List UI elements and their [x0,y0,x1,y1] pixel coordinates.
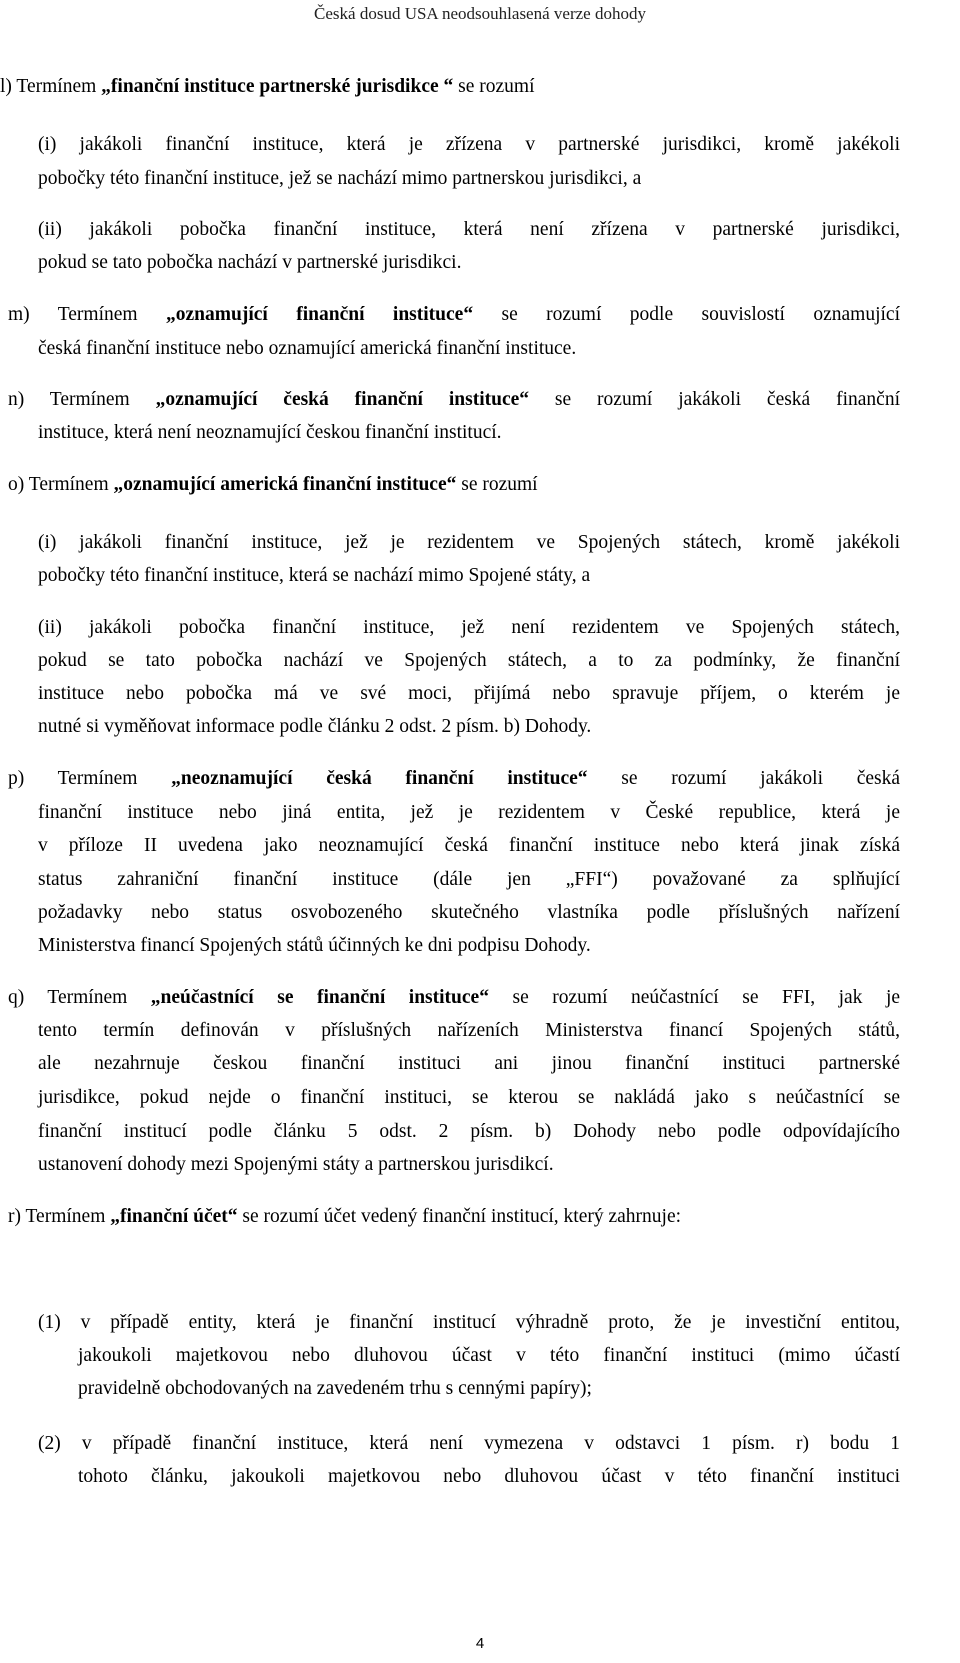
definition-q-cont: ale nezahrnuje českou finanční instituci ani jinou finanční instituci partnerské [38,1053,900,1074]
definition-p-cont: Ministerstva financí Spojených států účinných ke dni podpisu Dohody. [38,935,591,956]
definition-l-item-ii-cont: pokud se tato pobočka nachází v partnerské jurisdikci. [38,252,462,273]
definition-q-cont: ustanovení dohody mezi Spojenými státy a partnerskou jurisdikcí. [38,1154,554,1175]
running-header: Česká dosud USA neodsouhlasená verze dohody [314,4,646,23]
definition-r-point-2: (2) v případě finanční instituce, která není vymezena v odstavci 1 písm. r) bodu 1 [38,1433,900,1454]
definition-l-item-i-cont: pobočky této finanční instituce, jež se nachází mimo partnerskou jurisdikci, a [38,168,642,189]
definition-o-item-i-cont: pobočky této finanční instituce, která se nachází mimo Spojené státy, a [38,565,591,586]
definition-o-item-ii-cont: nutné si vyměňovat informace podle článku 2 odst. 2 písm. b) Dohody. [38,716,592,737]
definition-r-term-line: r) Termínem „finanční účet“ se rozumí účet vedený finanční institucí, který zahrnuje: [8,1206,682,1227]
definition-n-term-line: n) Termínem „oznamující česká finanční instituce“ se rozumí jakákoli česká finanční [8,389,901,410]
definition-r-point-1-cont: pravidelně obchodovaných na zavedeném trhu s cennými papíry); [78,1378,592,1399]
definition-q-cont: finanční institucí podle článku 5 odst. 2 písm. b) Dohody nebo podle odpovídajícího [38,1121,900,1142]
definition-r-point-1: (1) v případě entity, která je finanční institucí výhradně proto, že je investiční entitou, [38,1312,900,1333]
definition-p-cont: status zahraniční finanční instituce (dále jen „FFI“) považované za splňující [38,869,900,890]
definition-n-cont: instituce, která není neoznamující českou finanční institucí. [38,422,502,443]
definition-o-term-line: o) Termínem „oznamující americká finanční instituce“ se rozumí [8,474,538,495]
definition-o-item-i: (i) jakákoli finanční instituce, jež je rezidentem ve Spojených státech, kromě jakékoli [38,532,900,553]
definition-l-item-ii: (ii) jakákoli pobočka finanční instituce, která není zřízena v partnerské jurisdikci, [38,219,900,240]
definition-q-cont: jurisdikce, pokud nejde o finanční instituci, se kterou se nakládá jako s neúčastnící se [38,1087,900,1108]
definition-o-item-ii: (ii) jakákoli pobočka finanční instituce, jež není rezidentem ve Spojených státech, [38,617,900,638]
definition-m-term-line: m) Termínem „oznamující finanční instituce“ se rozumí podle souvislostí oznamující [8,304,901,325]
definition-o-item-ii-cont: instituce nebo pobočka má ve své moci, přijímá nebo spravuje příjem, o kterém je [38,683,900,704]
definition-r-point-1-cont: jakoukoli majetkovou nebo dluhovou účast v této finanční instituci (mimo účastí [78,1345,900,1366]
page-number: 4 [475,1635,485,1652]
definition-p-cont: v příloze II uvedena jako neoznamující česká finanční instituce nebo která jinak získá [38,835,900,856]
definition-p-term-line: p) Termínem „neoznamující česká finanční instituce“ se rozumí jakákoli česká [8,768,900,789]
definition-o-item-ii-cont: pokud se tato pobočka nachází ve Spojených státech, a to za podmínky, že finanční [38,650,900,671]
definition-r-point-2-cont: tohoto článku, jakoukoli majetkovou nebo dluhovou účast v této finanční instituci [78,1466,900,1487]
definition-p-cont: požadavky nebo status osvobozeného skutečného vlastníka podle příslušných nařízení [38,902,900,923]
definition-p-cont: finanční instituce nebo jiná entita, jež je rezidentem v České republice, která je [38,802,900,823]
definition-q-cont: tento termín definován v příslušných nařízeních Ministerstva financí Spojených států, [38,1020,900,1041]
definition-q-term-line: q) Termínem „neúčastnící se finanční instituce“ se rozumí neúčastnící se FFI, jak je [8,987,901,1008]
definition-l-item-i: (i) jakákoli finanční instituce, která je zřízena v partnerské jurisdikci, kromě jakékoli [38,134,900,155]
definition-l-term-line: l) Termínem „finanční instituce partnerské jurisdikce “ se rozumí [0,76,535,97]
definition-m-cont: česká finanční instituce nebo oznamující americká finanční instituce. [38,338,577,359]
